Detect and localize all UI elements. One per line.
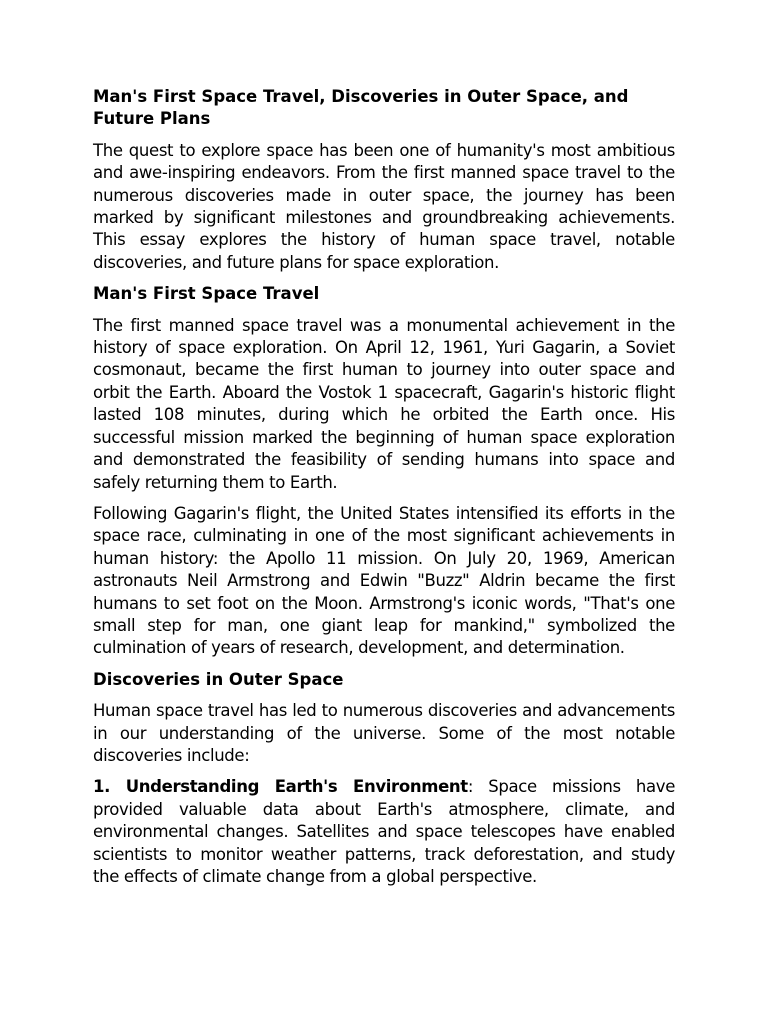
section-heading-discoveries: Discoveries in Outer Space [93,669,344,689]
discovery-item-text: : Space missions have provided valuable data about Earth's atmosphere, climate, and environmental changes. Satellites and space telescopes have enabled scientists to monitor weather patterns, track deforestation, and study the effects of climate change from a global perspective. [93,777,676,886]
document-title: Man's First Space Travel, Discoveries in Outer Space, and Future Plans [93,87,629,129]
intro-paragraph: The quest to explore space has been one of humanity's most ambitious and awe-inspiring endeavors. From the first manned space travel to the numerous discoveries made in outer space, the journey has been marked by significant milestones and groundbreaking achievements. This essay explores the history of human space travel, notable discoveries, and future plans for space exploration. [93,140,675,272]
first-space-travel-paragraph-1: The first manned space travel was a monumental achievement in the history of space exploration. On April 12, 1961, Yuri Gagarin, a Soviet cosmonaut, became the first human to journey into outer space and orbit the Earth. Aboard the Vostok 1 spacecraft, Gagarin's historic flight lasted 108 minutes, during which he orbited the Earth once. His successful mission marked the beginning of human space exploration and demonstrated the feasibility of sending humans into space and safely returning them to Earth. [93,315,675,492]
section-heading-first-space-travel: Man's First Space Travel [93,284,320,304]
discovery-item-earth-environment [93,776,675,888]
discoveries-intro-paragraph: Human space travel has led to numerous discoveries and advancements in our understanding of the universe. Some of the most notable discoveries include: [93,701,675,765]
discovery-item-lead: 1. Understanding Earth's Environment [93,777,468,797]
first-space-travel-paragraph-2: Following Gagarin's flight, the United States intensified its efforts in the space race, culminating in one of the most significant achievements in human history: the Apollo 11 mission. On July 20, 1969, American astronauts Neil Armstrong and Edwin "Buzz" Aldrin became the first humans to set foot on the Moon. Armstrong's iconic words, "That's one small step for man, one giant leap for mankind," symbolized the culmination of years of research, development, and determination. [93,503,675,658]
